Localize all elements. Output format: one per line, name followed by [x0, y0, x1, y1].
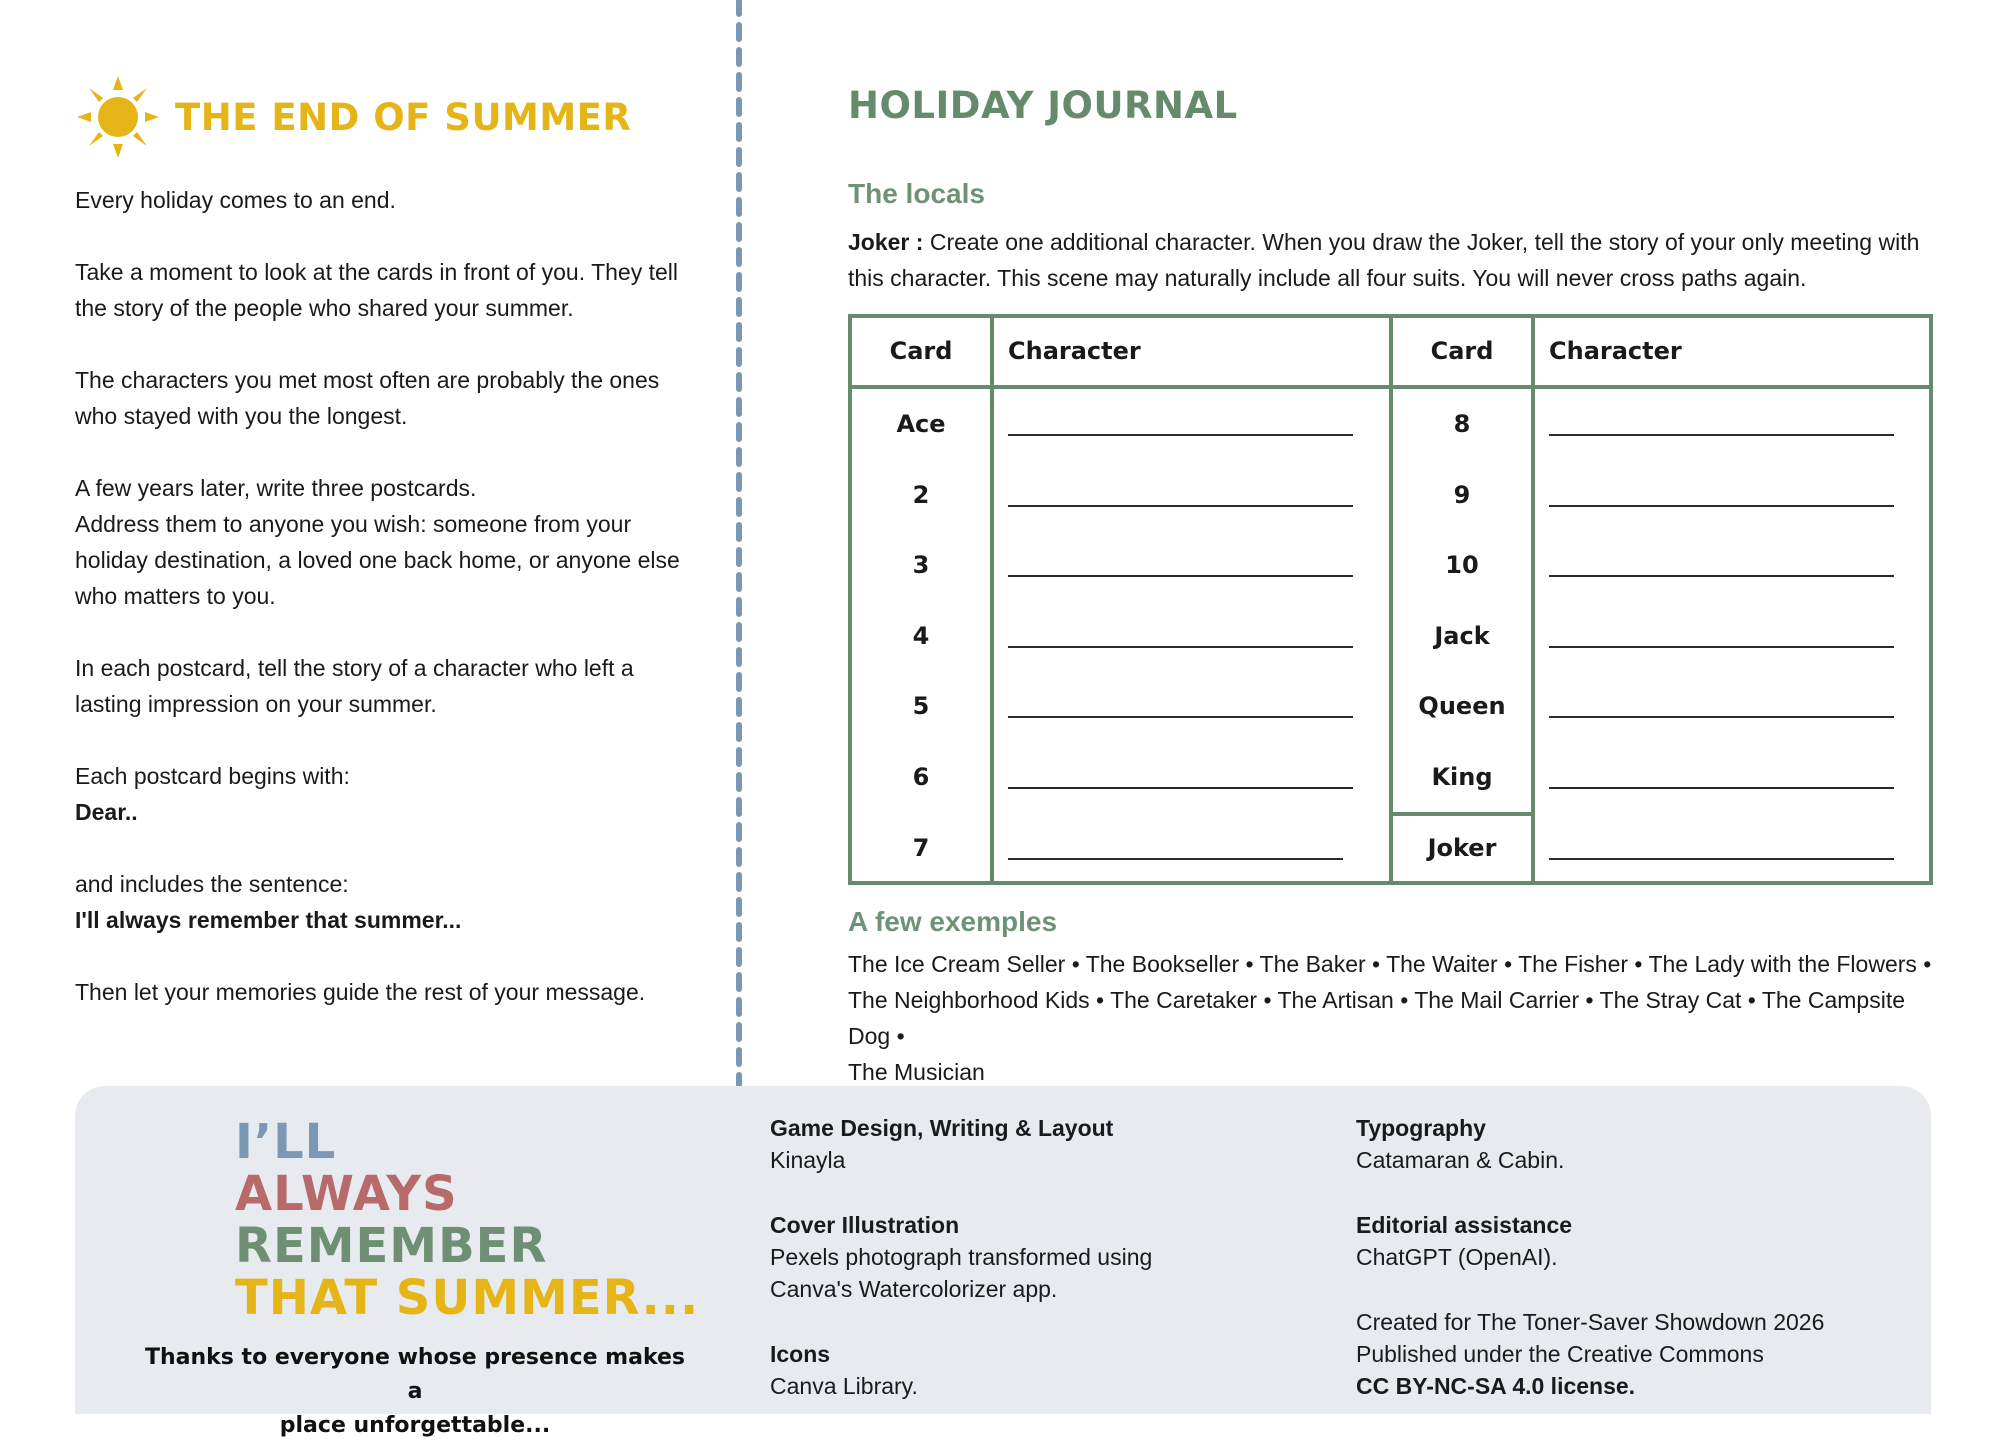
character-write-line[interactable] [1549, 858, 1894, 860]
text-line: Address them to anyone you wish: someone from your [75, 511, 632, 537]
text-line: Then let your memories guide the rest of your message. [75, 979, 646, 1005]
credit-typography [1356, 1112, 1564, 1176]
paragraph [75, 362, 695, 434]
card-label: 8 [1453, 410, 1471, 438]
credit-label: Game Design, Writing & Layout [770, 1115, 1114, 1141]
text-line: The Ice Cream Seller • The Bookseller • The Baker • The Waiter • The Fisher • The Lady with the Flowers • [848, 951, 1932, 977]
character-write-line[interactable] [1008, 575, 1353, 577]
key-sentence: I'll always remember that summer... [75, 907, 462, 933]
credit-value: Published under the Creative Commons [1356, 1341, 1764, 1367]
paragraph [75, 470, 695, 614]
credit-value: Created for The Toner-Saver Showdown 2026 [1356, 1309, 1825, 1335]
credit-cover [770, 1209, 1152, 1305]
credit-icons [770, 1338, 918, 1402]
card-label: 6 [912, 763, 930, 791]
table-gridline [1531, 318, 1535, 881]
sun-icon [75, 74, 161, 160]
column-divider [735, 0, 743, 1085]
card-label: 5 [912, 692, 930, 721]
text-line: and includes the sentence: [75, 871, 349, 897]
text-line: The Musician [848, 1059, 985, 1085]
table-gridline [852, 385, 1929, 389]
character-write-line[interactable] [1008, 716, 1353, 718]
card-label: 10 [1445, 551, 1479, 580]
postcard-greeting: Dear.. [75, 799, 138, 825]
text-line: Each postcard begins with: [75, 763, 350, 789]
table-gridline [990, 318, 994, 881]
card-label: 7 [912, 833, 930, 862]
text-line: who stayed with you the longest. [75, 403, 408, 429]
examples-list [848, 946, 1938, 1090]
character-table [848, 314, 1933, 885]
character-write-line[interactable] [1549, 575, 1894, 577]
card-label: Queen [1418, 692, 1506, 721]
credit-value: Catamaran & Cabin. [1356, 1147, 1565, 1173]
game-title [235, 1116, 699, 1324]
title-line: THAT SUMMER... [235, 1270, 700, 1326]
text-line: Thanks to everyone whose presence makes a [145, 1345, 685, 1404]
credit-license [1356, 1306, 1824, 1402]
thanks-text [135, 1341, 695, 1443]
paragraph [75, 866, 695, 938]
credit-label: Editorial assistance [1356, 1212, 1573, 1238]
paragraph [75, 182, 695, 218]
paragraph [75, 974, 695, 1010]
left-title-row [75, 62, 695, 172]
paragraph [75, 758, 695, 830]
paragraph [75, 254, 695, 326]
card-label: Ace [896, 410, 946, 438]
locals-heading: The locals [848, 178, 985, 209]
credit-value: Pexels photograph transformed using [770, 1244, 1153, 1270]
credit-value: ChatGPT (OpenAI). [1356, 1244, 1558, 1270]
examples-heading: A few exemples [848, 906, 1058, 937]
credit-editorial [1356, 1209, 1572, 1273]
character-write-line[interactable] [1549, 646, 1894, 648]
card-label: 3 [912, 551, 930, 580]
text-line: this character. This scene may naturally include all four suits. You will never cross paths again. [848, 265, 1807, 291]
column-header-card: Card [1430, 337, 1494, 365]
character-write-line[interactable] [1008, 858, 1343, 860]
left-column [75, 62, 695, 1046]
text-line: place unforgettable... [279, 1413, 551, 1438]
credit-value: Canva's Watercolorizer app. [770, 1276, 1058, 1302]
character-write-line[interactable] [1549, 716, 1894, 718]
character-write-line[interactable] [1008, 646, 1353, 648]
text-line: Take a moment to look at the cards in front of you. They tell [75, 259, 678, 285]
column-header-character: Character [1008, 337, 1141, 365]
right-column [848, 62, 1938, 1085]
text-line: Every holiday comes to an end. [75, 187, 396, 213]
left-body [75, 182, 695, 1010]
credit-design [770, 1112, 1113, 1176]
credit-label: Cover Illustration [770, 1212, 960, 1238]
paragraph [75, 650, 695, 722]
card-label: Joker [1427, 833, 1497, 862]
left-title: THE END OF SUMMER [175, 95, 632, 139]
text-line: Create one additional character. When you draw the Joker, tell the story of your only meeting with [923, 229, 1920, 255]
title-line: REMEMBER [235, 1218, 548, 1274]
card-label: Jack [1434, 621, 1490, 650]
text-line: the story of the people who shared your summer. [75, 295, 574, 321]
joker-label: Joker : [848, 229, 924, 255]
character-write-line[interactable] [1008, 787, 1353, 789]
credit-label: Icons [770, 1341, 831, 1367]
character-write-line[interactable] [1008, 434, 1353, 436]
column-header-character: Character [1549, 337, 1682, 365]
text-line: lasting impression on your summer. [75, 691, 437, 717]
character-write-line[interactable] [1549, 787, 1894, 789]
credit-value: Kinayla [770, 1147, 846, 1173]
character-write-line[interactable] [1549, 505, 1894, 507]
character-write-line[interactable] [1549, 434, 1894, 436]
joker-rule [848, 224, 1938, 296]
card-label: 2 [912, 480, 930, 509]
right-title: HOLIDAY JOURNAL [848, 84, 1238, 127]
column-header-card: Card [889, 337, 953, 365]
character-write-line[interactable] [1008, 505, 1353, 507]
text-line: In each postcard, tell the story of a character who left a [75, 655, 634, 681]
text-line: who matters to you. [75, 583, 276, 609]
text-line: The Neighborhood Kids • The Caretaker • The Artisan • The Mail Carrier • The Stray Cat • The Campsite Dog • [848, 987, 1906, 1049]
text-line: A few years later, write three postcards. [75, 475, 477, 501]
card-label: King [1431, 763, 1493, 791]
text-line: The characters you met most often are probably the ones [75, 367, 660, 393]
credit-label: Typography [1356, 1115, 1486, 1141]
credit-value: Canva Library. [770, 1373, 918, 1399]
title-line: I’LL [235, 1114, 337, 1170]
license-name: CC BY-NC-SA 4.0 license. [1356, 1373, 1636, 1399]
title-line: ALWAYS [235, 1166, 458, 1222]
card-label: 9 [1453, 480, 1471, 509]
text-line: holiday destination, a loved one back home, or anyone else [75, 547, 680, 573]
card-label: 4 [912, 621, 930, 650]
credits-footer [75, 1086, 1931, 1438]
